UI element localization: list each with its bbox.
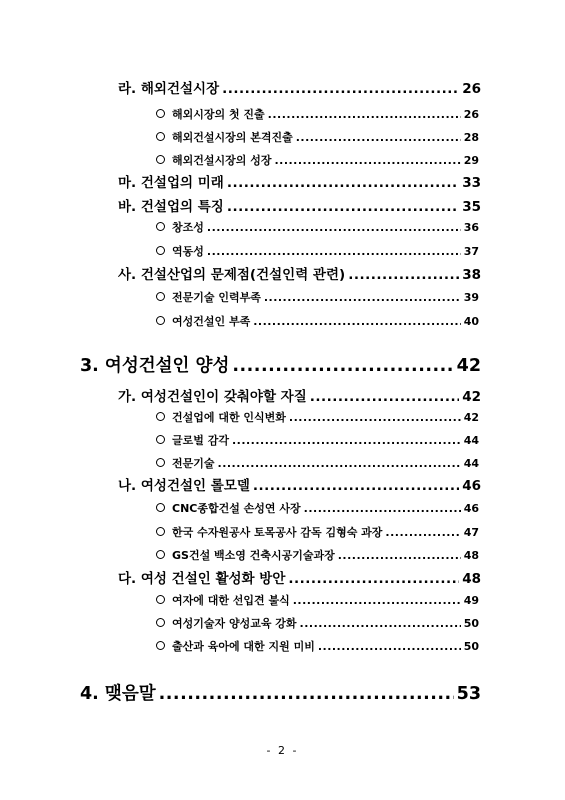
toc-entry-text: 전문기술 인력부족 (172, 291, 261, 304)
toc-entry-page: 50 (463, 640, 479, 653)
toc-entry-text: 창조성 (172, 221, 204, 234)
circle-bullet-icon (156, 527, 165, 536)
circle-bullet-icon (156, 155, 165, 164)
toc-entry-text: 가. 여성건설인이 갖춰야할 자질 (118, 389, 307, 405)
dot-leader (207, 221, 461, 234)
toc-entry-title (118, 263, 345, 283)
toc-entry-sub (156, 219, 479, 235)
toc-entry-text: 다. 여성 건설인 활성화 방안 (118, 571, 286, 587)
toc-entry-text: 4. 맺음말 (80, 684, 156, 704)
circle-bullet-icon (156, 109, 165, 118)
toc-entry-sub (156, 638, 479, 654)
toc-entry-sub (156, 313, 479, 329)
circle-bullet-icon (156, 292, 165, 301)
toc-entry-text: 여성건설인 부족 (172, 315, 251, 328)
dot-leader (348, 267, 459, 283)
toc-entry-title (156, 547, 335, 563)
toc-entry-title (118, 171, 224, 191)
circle-bullet-icon (156, 618, 165, 627)
toc-entry-title (156, 243, 204, 259)
toc-entry-page: 38 (462, 267, 481, 283)
toc-entry-title (118, 567, 285, 587)
dot-leader (264, 291, 461, 304)
dot-leader (338, 549, 461, 562)
toc-entry-title (80, 680, 156, 705)
toc-entry-page: 40 (463, 315, 479, 328)
toc-entry-page: 35 (462, 199, 481, 215)
toc-entry-title (156, 106, 265, 122)
toc-entry-title (118, 385, 307, 405)
toc-entry-page: 47 (463, 526, 479, 539)
toc-entry-page: 46 (462, 478, 481, 494)
toc-entry-sub (156, 500, 479, 516)
dot-leader (253, 478, 459, 494)
toc-entry-section (118, 474, 481, 494)
dot-leader (253, 315, 460, 328)
dot-leader (289, 411, 461, 424)
dot-leader (274, 154, 460, 167)
toc-entry-title (156, 313, 250, 329)
toc-entry-page: 42 (456, 356, 481, 376)
toc-entry-title (118, 474, 250, 494)
toc-entry-chapter (80, 352, 481, 377)
circle-bullet-icon (156, 316, 165, 325)
dot-leader (232, 434, 461, 447)
toc-entry-sub (156, 289, 479, 305)
toc-entry-page: 49 (463, 594, 479, 607)
toc-entry-sub (156, 152, 479, 168)
dot-leader (318, 640, 461, 653)
toc-entry-title (118, 77, 219, 97)
dot-leader (304, 502, 461, 515)
toc-entry-text: 건설업에 대한 인식변화 (172, 411, 286, 424)
circle-bullet-icon (156, 458, 165, 467)
toc-entry-sub (156, 432, 479, 448)
toc-entry-sub (156, 615, 479, 631)
toc-entry-page: 46 (463, 502, 479, 515)
toc-entry-text: 역동성 (172, 245, 204, 258)
toc-entry-title (156, 152, 271, 168)
toc-entry-title (156, 129, 293, 145)
toc-entry-chapter (80, 680, 481, 705)
toc-entry-title (156, 289, 261, 305)
circle-bullet-icon (156, 246, 165, 255)
toc-entry-text: 라. 해외건설시장 (118, 81, 220, 97)
toc-entry-title (156, 638, 315, 654)
toc-entry-text: 한국 수자원공사 토목공사 감독 김형숙 과장 (172, 526, 383, 539)
toc-entry-title (118, 195, 224, 215)
toc-entry-title (80, 352, 229, 377)
toc-entry-page: 28 (463, 131, 479, 144)
toc-entry-text: 사. 건설산업의 문제점(건설인력 관련) (118, 267, 346, 283)
toc-entry-page: 48 (462, 571, 481, 587)
dot-leader (218, 457, 461, 470)
toc-entry-title (156, 615, 297, 631)
toc-entry-text: 해외건설시장의 본격진출 (172, 131, 293, 144)
circle-bullet-icon (156, 412, 165, 421)
dot-leader (288, 571, 459, 587)
toc-entry-page: 42 (463, 411, 479, 424)
toc-entry-page: 33 (462, 175, 481, 191)
toc-entry-text: 3. 여성건설인 양성 (80, 356, 230, 376)
toc-entry-text: 글로벌 감각 (172, 434, 229, 447)
toc-entry-section (118, 195, 481, 215)
circle-bullet-icon (156, 222, 165, 231)
dot-leader (310, 389, 459, 405)
dot-leader (385, 526, 460, 539)
toc-entry-page: 26 (463, 108, 479, 121)
toc-entry-title (156, 524, 382, 540)
toc-entry-text: 마. 건설업의 미래 (118, 175, 224, 191)
toc-entry-title (156, 500, 301, 516)
toc-entry-text: 나. 여성건설인 롤모델 (118, 478, 250, 494)
toc-entry-title (156, 432, 229, 448)
toc-entry-sub (156, 524, 479, 540)
toc-entry-section (118, 567, 481, 587)
toc-entry-page: 53 (456, 684, 481, 704)
dot-leader (207, 245, 461, 258)
dot-leader (296, 131, 461, 144)
toc-entry-text: 해외시장의 첫 진출 (172, 108, 265, 121)
toc-entry-text: 전문기술 (172, 457, 215, 470)
toc-entry-sub (156, 409, 479, 425)
toc-entry-page: 44 (463, 457, 479, 470)
toc-entry-page: 44 (463, 434, 479, 447)
toc-entry-text: GS건설 백소영 건축시공기술과장 (172, 549, 335, 562)
toc-entry-text: CNC종합건설 손성연 사장 (172, 502, 301, 515)
toc-entry-sub (156, 106, 479, 122)
toc-entry-text: 출산과 육아에 대한 지원 미비 (172, 640, 315, 653)
toc-entry-page: 37 (463, 245, 479, 258)
circle-bullet-icon (156, 435, 165, 444)
toc-entry-section (118, 385, 481, 405)
dot-leader (227, 199, 459, 215)
toc-entry-page: 42 (462, 389, 481, 405)
toc-entry-page: 26 (462, 81, 481, 97)
circle-bullet-icon (156, 550, 165, 559)
toc-entry-title (156, 592, 290, 608)
dot-leader (159, 684, 454, 704)
circle-bullet-icon (156, 132, 165, 141)
toc-entry-text: 여성기술자 양성교육 강화 (172, 617, 297, 630)
toc-entry-sub (156, 129, 479, 145)
circle-bullet-icon (156, 503, 165, 512)
dot-leader (268, 108, 461, 121)
dot-leader (293, 594, 461, 607)
dot-leader (222, 81, 459, 97)
toc-entry-section (118, 77, 481, 97)
toc-entry-sub (156, 243, 479, 259)
toc-entry-page: 36 (463, 221, 479, 234)
dot-leader (227, 175, 459, 191)
toc-entry-title (156, 219, 204, 235)
toc-entry-sub (156, 592, 479, 608)
toc-entry-sub (156, 455, 479, 471)
toc-entry-title (156, 409, 286, 425)
toc-entry-page: 48 (463, 549, 479, 562)
toc-entry-page: 50 (463, 617, 479, 630)
toc-entry-sub (156, 547, 479, 563)
toc-entry-text: 바. 건설업의 특징 (118, 199, 224, 215)
toc-entry-page: 29 (463, 154, 479, 167)
dot-leader (300, 617, 461, 630)
toc-entry-text: 해외건설시장의 성장 (172, 154, 272, 167)
circle-bullet-icon (156, 595, 165, 604)
toc-entry-section (118, 171, 481, 191)
toc-entry-section (118, 263, 481, 283)
circle-bullet-icon (156, 641, 165, 650)
toc-entry-page: 39 (463, 291, 479, 304)
toc-entry-text: 여자에 대한 선입견 불식 (172, 594, 290, 607)
dot-leader (232, 356, 453, 376)
page-number: - 2 - (266, 744, 299, 757)
toc-entry-title (156, 455, 215, 471)
